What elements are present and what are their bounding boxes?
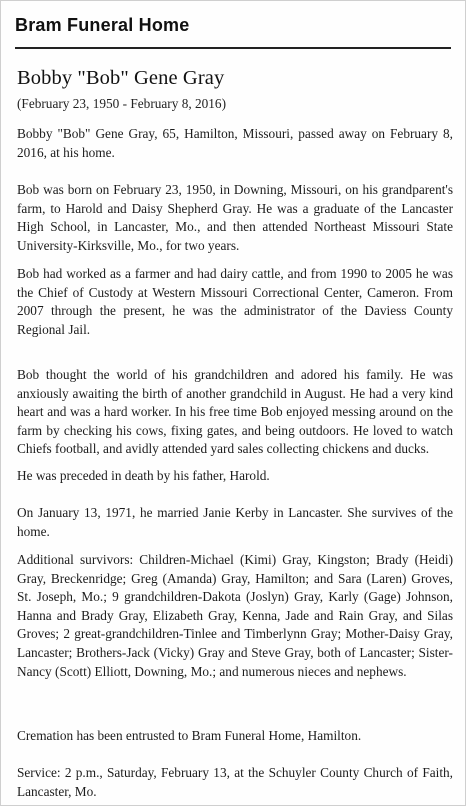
paragraph-service: Service: 2 p.m., Saturday, February 13, at the Schuyler County Church of Faith, Lancaster, Mo. [17,765,453,799]
funeral-home-name: Bram Funeral Home [15,15,190,35]
paragraph-marriage: On January 13, 1971, he married Janie Kerby in Lancaster. She survives of the home. [17,505,453,539]
obituary-dates: (February 23, 1950 - February 8, 2016) [17,96,227,111]
header-divider [15,47,451,49]
obituary-title: Bobby "Bob" Gene Gray [17,67,225,89]
paragraph-cremation: Cremation has been entrusted to Bram Funeral Home, Hamilton. [17,728,362,743]
paragraph-preceded-in-death: He was preceded in death by his father, Harold. [17,468,270,483]
paragraph-survivors: Additional survivors: Children-Michael (Kimi) Gray, Kingston; Brady (Heidi) Gray, Breckenridge; Greg (Amanda) Gray, Hamilton; and Sara (Laren) Groves, St. Joseph, Mo.; 9 grandchildren-Dakota (Joslyn) Gray, Karly (Gage) Johnson, Hanna and Brady Gray, Elizabeth Gray, Kenna, Jade and Rain Gray, and Silas Groves; 2 great-grandchildren-Tinlee and Timberlynn Gray; Mother-Daisy Gray, Lancaster; Brothers-Jack (Vicky) Gray and Steve Gray, both of Lancaster; Sister-Nancy (Scott) Elliott, Downing, Mo.; and numerous nieces and nephews. [17,552,453,679]
paragraph-death-notice: Bobby "Bob" Gene Gray, 65, Hamilton, Missouri, passed away on February 8, 2016, at his home. [17,126,453,160]
paragraph-career: Bob had worked as a farmer and had dairy cattle, and from 1990 to 2005 he was the Chief of Custody at Western Missouri Correctional Center, Cameron. From 2007 through the present, he was the administrator of the Daviess County Regional Jail. [17,266,453,337]
paragraph-personal-life: Bob thought the world of his grandchildren and adored his family. He was anxiously awaiting the birth of another grandchild in August. He had a very kind heart and was a hard worker. In his free time Bob enjoyed messing around on the farm by checking his cows, fixing gates, and being outdoors. He loved to watch Chiefs football, and avidly attended yard sales collecting chickens and ducks. [17,367,453,457]
paragraph-birth-education: Bob was born on February 23, 1950, in Downing, Missouri, on his grandparent's farm, to Harold and Daisy Shepherd Gray. He was a graduate of the Lancaster High School, in Lancaster, Mo., and then attended Northeast Missouri State University-Kirksville, Mo., for two years. [17,182,453,253]
